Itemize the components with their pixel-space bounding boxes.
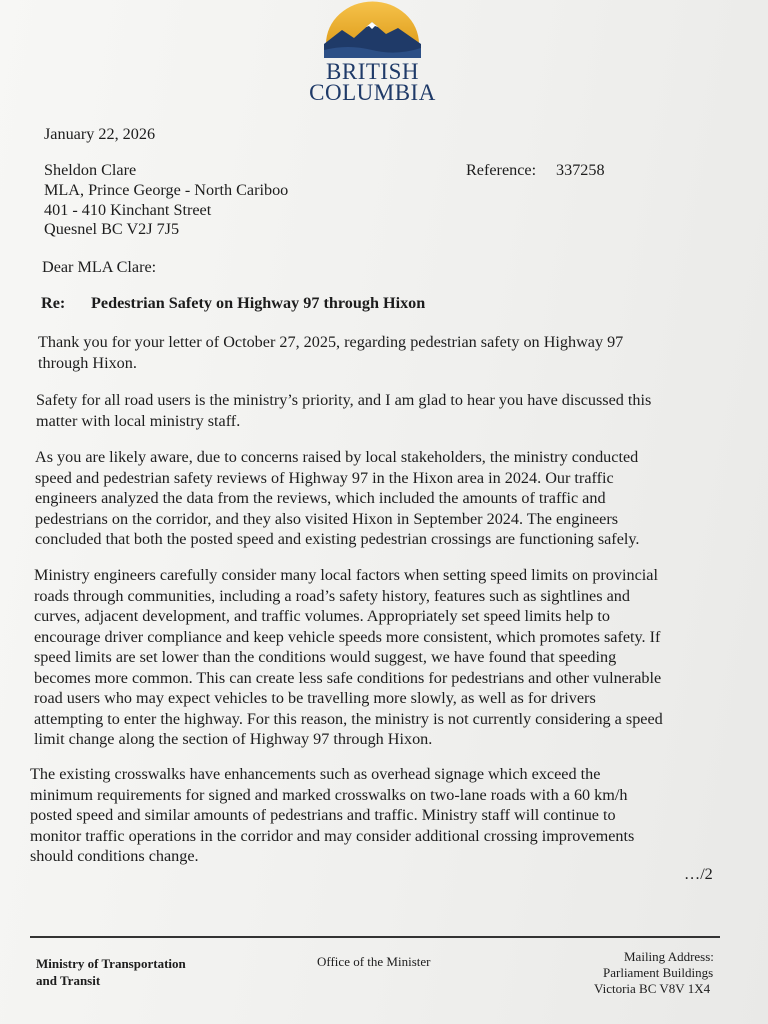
paragraph-line: becomes more common. This can create less safe conditions for pedestrians and other vulnerable xyxy=(34,668,662,687)
footer-ministry-line2: and Transit xyxy=(36,973,101,988)
footer-ministry-line1: Ministry of Transportation xyxy=(36,956,186,971)
paragraph-line: limit change along the section of Highway 97 through Hixon. xyxy=(34,730,433,748)
body-paragraph-5 xyxy=(30,764,634,867)
bc-sun-mountains-icon xyxy=(320,0,425,62)
paragraph-line: should conditions change. xyxy=(30,847,199,865)
recipient-address-line2: Quesnel BC V2J 7J5 xyxy=(44,220,180,238)
recipient-name: Sheldon Clare xyxy=(44,161,137,179)
recipient-title: MLA, Prince George - North Cariboo xyxy=(44,181,289,199)
page-continuation: …/2 xyxy=(684,865,713,883)
paragraph-line: matter with local ministry staff. xyxy=(36,411,241,430)
footer-mailing-line1: Parliament Buildings xyxy=(603,965,714,980)
footer-office: Office of the Minister xyxy=(317,954,431,969)
footer-mailing-line2: Victoria BC V8V 1X4 xyxy=(594,981,711,996)
recipient-address-line1: 401 - 410 Kinchant Street xyxy=(44,201,212,219)
subject-label: Re: xyxy=(41,294,66,312)
paragraph-line: encourage driver compliance and keep vehicle speeds more consistent, which promotes safety. If xyxy=(34,627,661,646)
body-paragraph-1 xyxy=(38,332,623,373)
footer-mailing-label: Mailing Address: xyxy=(624,949,714,964)
paragraph-line: minimum requirements for signed and marked crosswalks on two-lane roads with a 60 km/h xyxy=(30,785,628,804)
paragraph-line: engineers analyzed the data from the reviews, which included the amounts of traffic and xyxy=(35,489,606,507)
reference-number: 337258 xyxy=(556,161,605,179)
body-paragraph-4 xyxy=(34,565,663,750)
paragraph-line: roads through communities, including a road’s safety history, features such as sightlines and xyxy=(34,586,630,605)
salutation: Dear MLA Clare: xyxy=(42,258,157,276)
reference-label: Reference: xyxy=(466,161,537,179)
paragraph-line: concluded that both the posted speed and existing pedestrian crossings are functioning safely. xyxy=(35,530,640,548)
footer-divider xyxy=(30,936,720,938)
paragraph-line: monitor traffic operations in the corridor and may consider additional crossing improvements xyxy=(30,826,635,845)
logo-line1: BRITISH xyxy=(326,59,419,84)
paragraph-line: attempting to enter the highway. For this reason, the ministry is not currently considering a speed xyxy=(34,709,663,728)
paragraph-line: curves, adjacent development, and traffic volumes. Appropriately set speed limits help to xyxy=(34,607,610,625)
subject-text: Pedestrian Safety on Highway 97 through Hixon xyxy=(91,294,426,312)
paragraph-line: pedestrians on the corridor, and they also visited Hixon in September 2024. The engineers xyxy=(35,509,619,528)
paragraph-line: Thank you for your letter of October 27, 2025, regarding pedestrian safety on Highway 97 xyxy=(38,333,624,351)
logo-line2: COLUMBIA xyxy=(309,80,436,105)
body-paragraph-3 xyxy=(35,447,639,550)
letter-date: January 22, 2026 xyxy=(44,125,156,143)
paragraph-line: road users who may expect vehicles to be travelling more slowly, as well as for drivers xyxy=(34,689,596,707)
paragraph-line: The existing crosswalks have enhancements such as overhead signage which exceed the xyxy=(30,765,601,783)
paragraph-line: As you are likely aware, due to concerns raised by local stakeholders, the ministry conducted xyxy=(35,448,639,466)
paragraph-line: Ministry engineers carefully consider many local factors when setting speed limits on provincial xyxy=(34,566,658,584)
paragraph-line: Safety for all road users is the ministry’s priority, and I am glad to hear you have discussed this xyxy=(36,391,652,409)
paragraph-line: speed and pedestrian safety reviews of Highway 97 in the Hixon area in 2024. Our traffic xyxy=(35,468,614,487)
body-paragraph-2 xyxy=(36,390,651,431)
bc-logo xyxy=(300,0,450,108)
paragraph-line: posted speed and similar amounts of pedestrians and traffic. Ministry staff will continue to xyxy=(30,806,616,824)
paragraph-line: through Hixon. xyxy=(38,353,137,372)
paragraph-line: speed limits are set lower than the conditions would suggest, we have found that speeding xyxy=(34,648,617,666)
